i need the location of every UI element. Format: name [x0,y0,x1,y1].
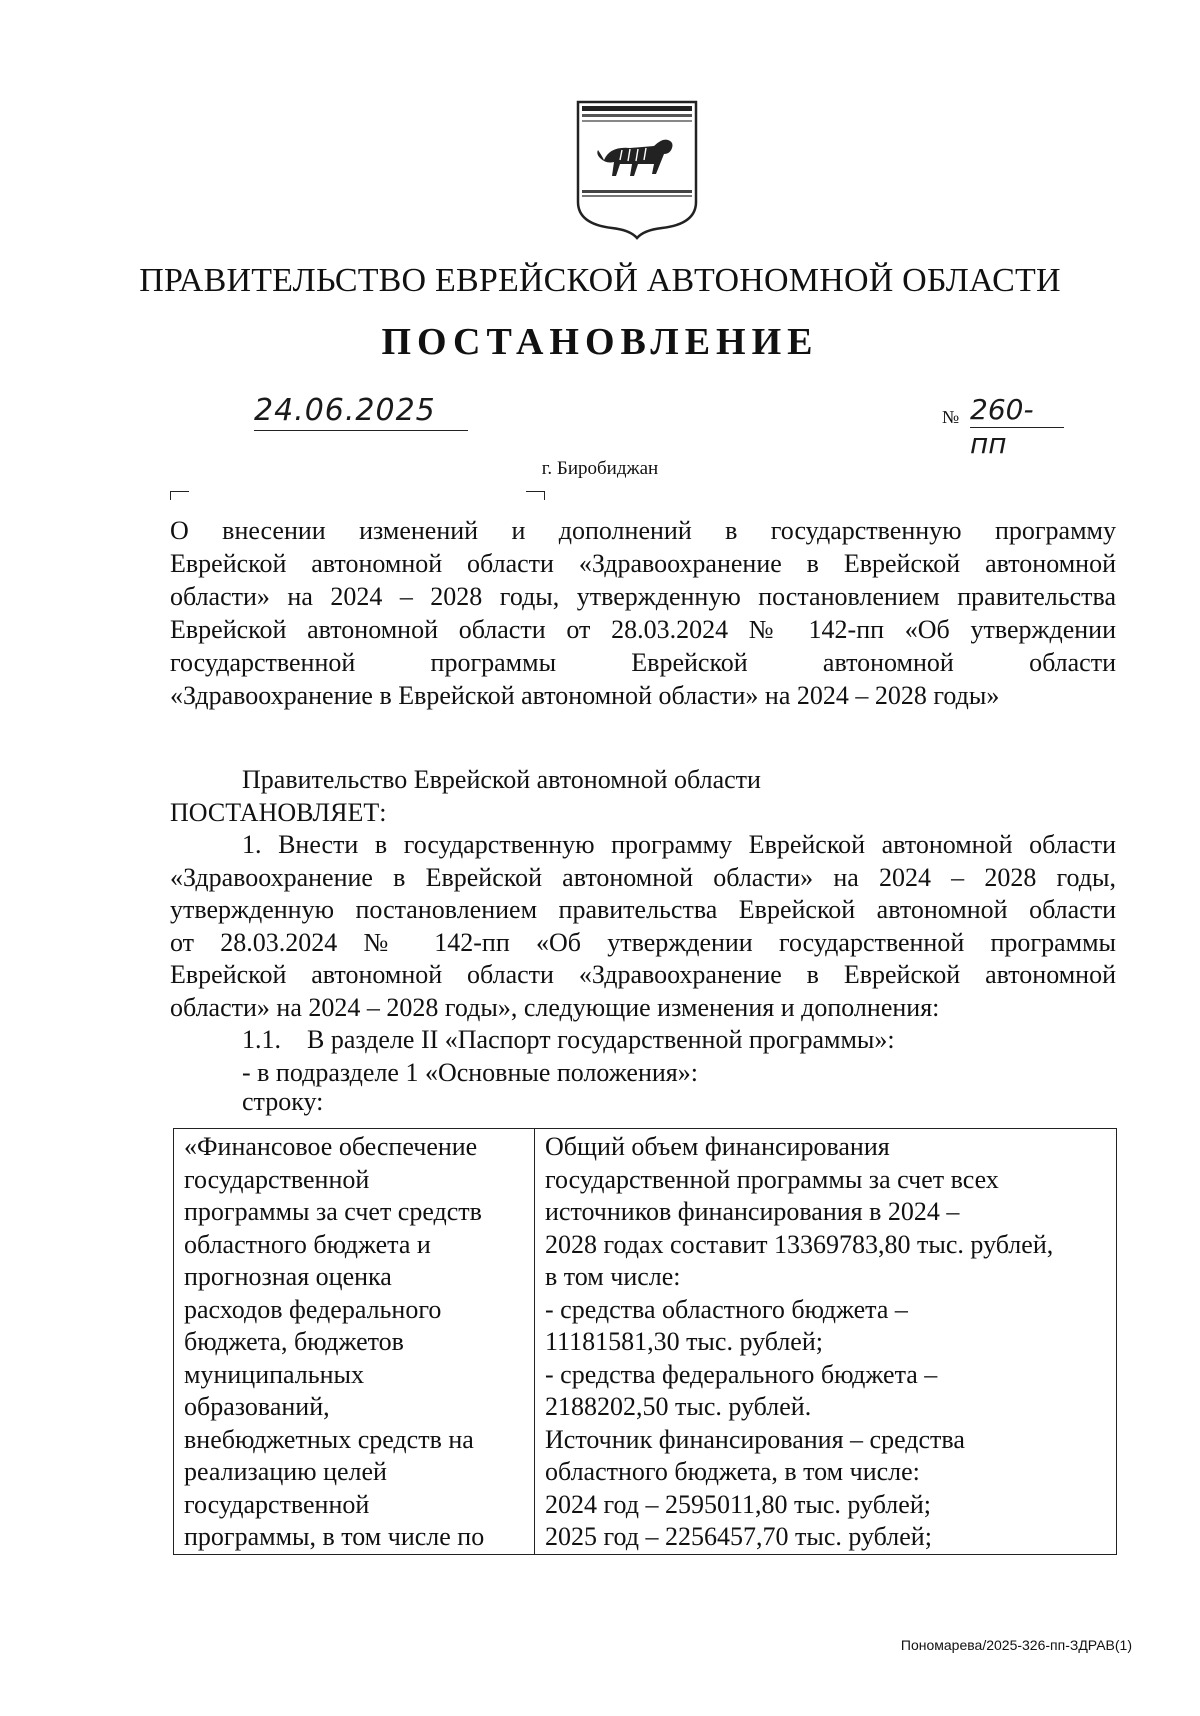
cell-line: бюджета, бюджетов [184,1327,404,1356]
cell-line: программы за счет средств [184,1197,482,1226]
table-cell-value [535,1129,1117,1555]
footer-document-code: Пономарева/2025-326-пп-ЗДРАВ(1) [900,1637,1132,1653]
date-field [254,392,468,431]
cell-line: внебюджетных средств на [184,1424,474,1454]
table-row [174,1129,1117,1555]
paragraph-1-line: 1. Внести в государственную программу Еврейской автономной области [242,830,1116,859]
cell-line: областного бюджета и [184,1229,431,1259]
cell-line: образований, [184,1392,330,1421]
cell-line: источников финансирования в 2024 – [545,1197,960,1226]
paragraph-1-line: от 28.03.2024 № 142-пп «Об утверждении государственной программы [170,927,1116,957]
city-label: г. Биробиджан [541,458,659,479]
cell-line: Источник финансирования – средства [545,1424,965,1454]
preamble-decree: ПОСТАНОВЛЯЕТ: [170,797,387,827]
cell-line: муниципальных [184,1359,365,1389]
document-type-heading: ПОСТАНОВЛЕНИЕ [381,321,819,363]
cell-line: государственной программы за счет всех [545,1164,999,1194]
title-bracket-right [526,491,545,500]
title-bracket-left [170,491,189,500]
cell-line: реализацию целей [184,1457,387,1486]
coat-of-arms-emblem [574,98,700,240]
cell-line: - средства федерального бюджета – [545,1359,938,1389]
subject-line: О внесении изменений и дополнений в государственную программу [170,516,1116,545]
subject-line: Еврейской автономной области «Здравоохранение в Еврейской автономной [170,549,1116,578]
cell-line: 11181581,30 тыс. рублей; [545,1327,823,1356]
document-subject [170,514,1116,712]
cell-line: государственной [184,1164,370,1194]
cell-line: прогнозная оценка [184,1262,392,1291]
document-number-handwritten: 260-пп [970,393,1064,428]
cell-line: - средства областного бюджета – [545,1294,908,1324]
cell-line: в том числе: [545,1262,681,1291]
paragraph-1-1: 1.1. В разделе II «Паспорт государственной программы»: [242,1025,895,1054]
cell-line: 2028 годах составит 13369783,80 тыс. рублей, [545,1229,1054,1259]
subject-line: области» на 2024 – 2028 годы, утвержденную постановлением правительства [170,582,1116,611]
subject-line: «Здравоохранение в Еврейской автономной области» на 2024 – 2028 годы» [170,681,1000,710]
paragraph-1-line: «Здравоохранение в Еврейской автономной области» на 2024 – 2028 годы, [170,862,1116,892]
financing-table [173,1128,1117,1555]
document-number-field [942,392,1064,460]
paragraph-1-1-row-label: строку: [242,1087,324,1116]
cell-line: государственной [184,1489,370,1519]
cell-line: программы, в том числе по [184,1522,485,1551]
cell-line: Общий объем финансирования [545,1132,890,1161]
preamble-line: Правительство Еврейской автономной области [242,765,761,794]
paragraph-1-1-subsection: - в подразделе 1 «Основные положения»: [242,1057,698,1087]
cell-line: «Финансовое обеспечение [184,1132,478,1161]
paragraph-1-line: области» на 2024 – 2028 годы», следующие изменения и дополнения: [170,992,940,1022]
number-sign: № [942,407,960,427]
document-body [170,764,1116,1115]
date-handwritten: 24.06.2025 [254,393,436,428]
subject-line: государственной программы Еврейской автономной области [170,648,1116,677]
paragraph-1-line: утвержденную постановлением правительства Еврейской автономной области [170,895,1116,924]
cell-line: расходов федерального [184,1294,442,1324]
cell-line: 2025 год – 2256457,70 тыс. рублей; [545,1522,932,1551]
cell-line: областного бюджета, в том числе: [545,1457,920,1486]
government-title: ПРАВИТЕЛЬСТВО ЕВРЕЙСКОЙ АВТОНОМНОЙ ОБЛАСТИ [139,262,1061,299]
cell-line: 2188202,50 тыс. рублей. [545,1392,812,1421]
paragraph-1-line: Еврейской автономной области «Здравоохранение в Еврейской автономной [170,960,1116,989]
table-cell-label [174,1129,535,1555]
subject-line: Еврейской автономной области от 28.03.2024 № 142-пп «Об утверждении [170,615,1116,644]
cell-line: 2024 год – 2595011,80 тыс. рублей; [545,1489,931,1519]
